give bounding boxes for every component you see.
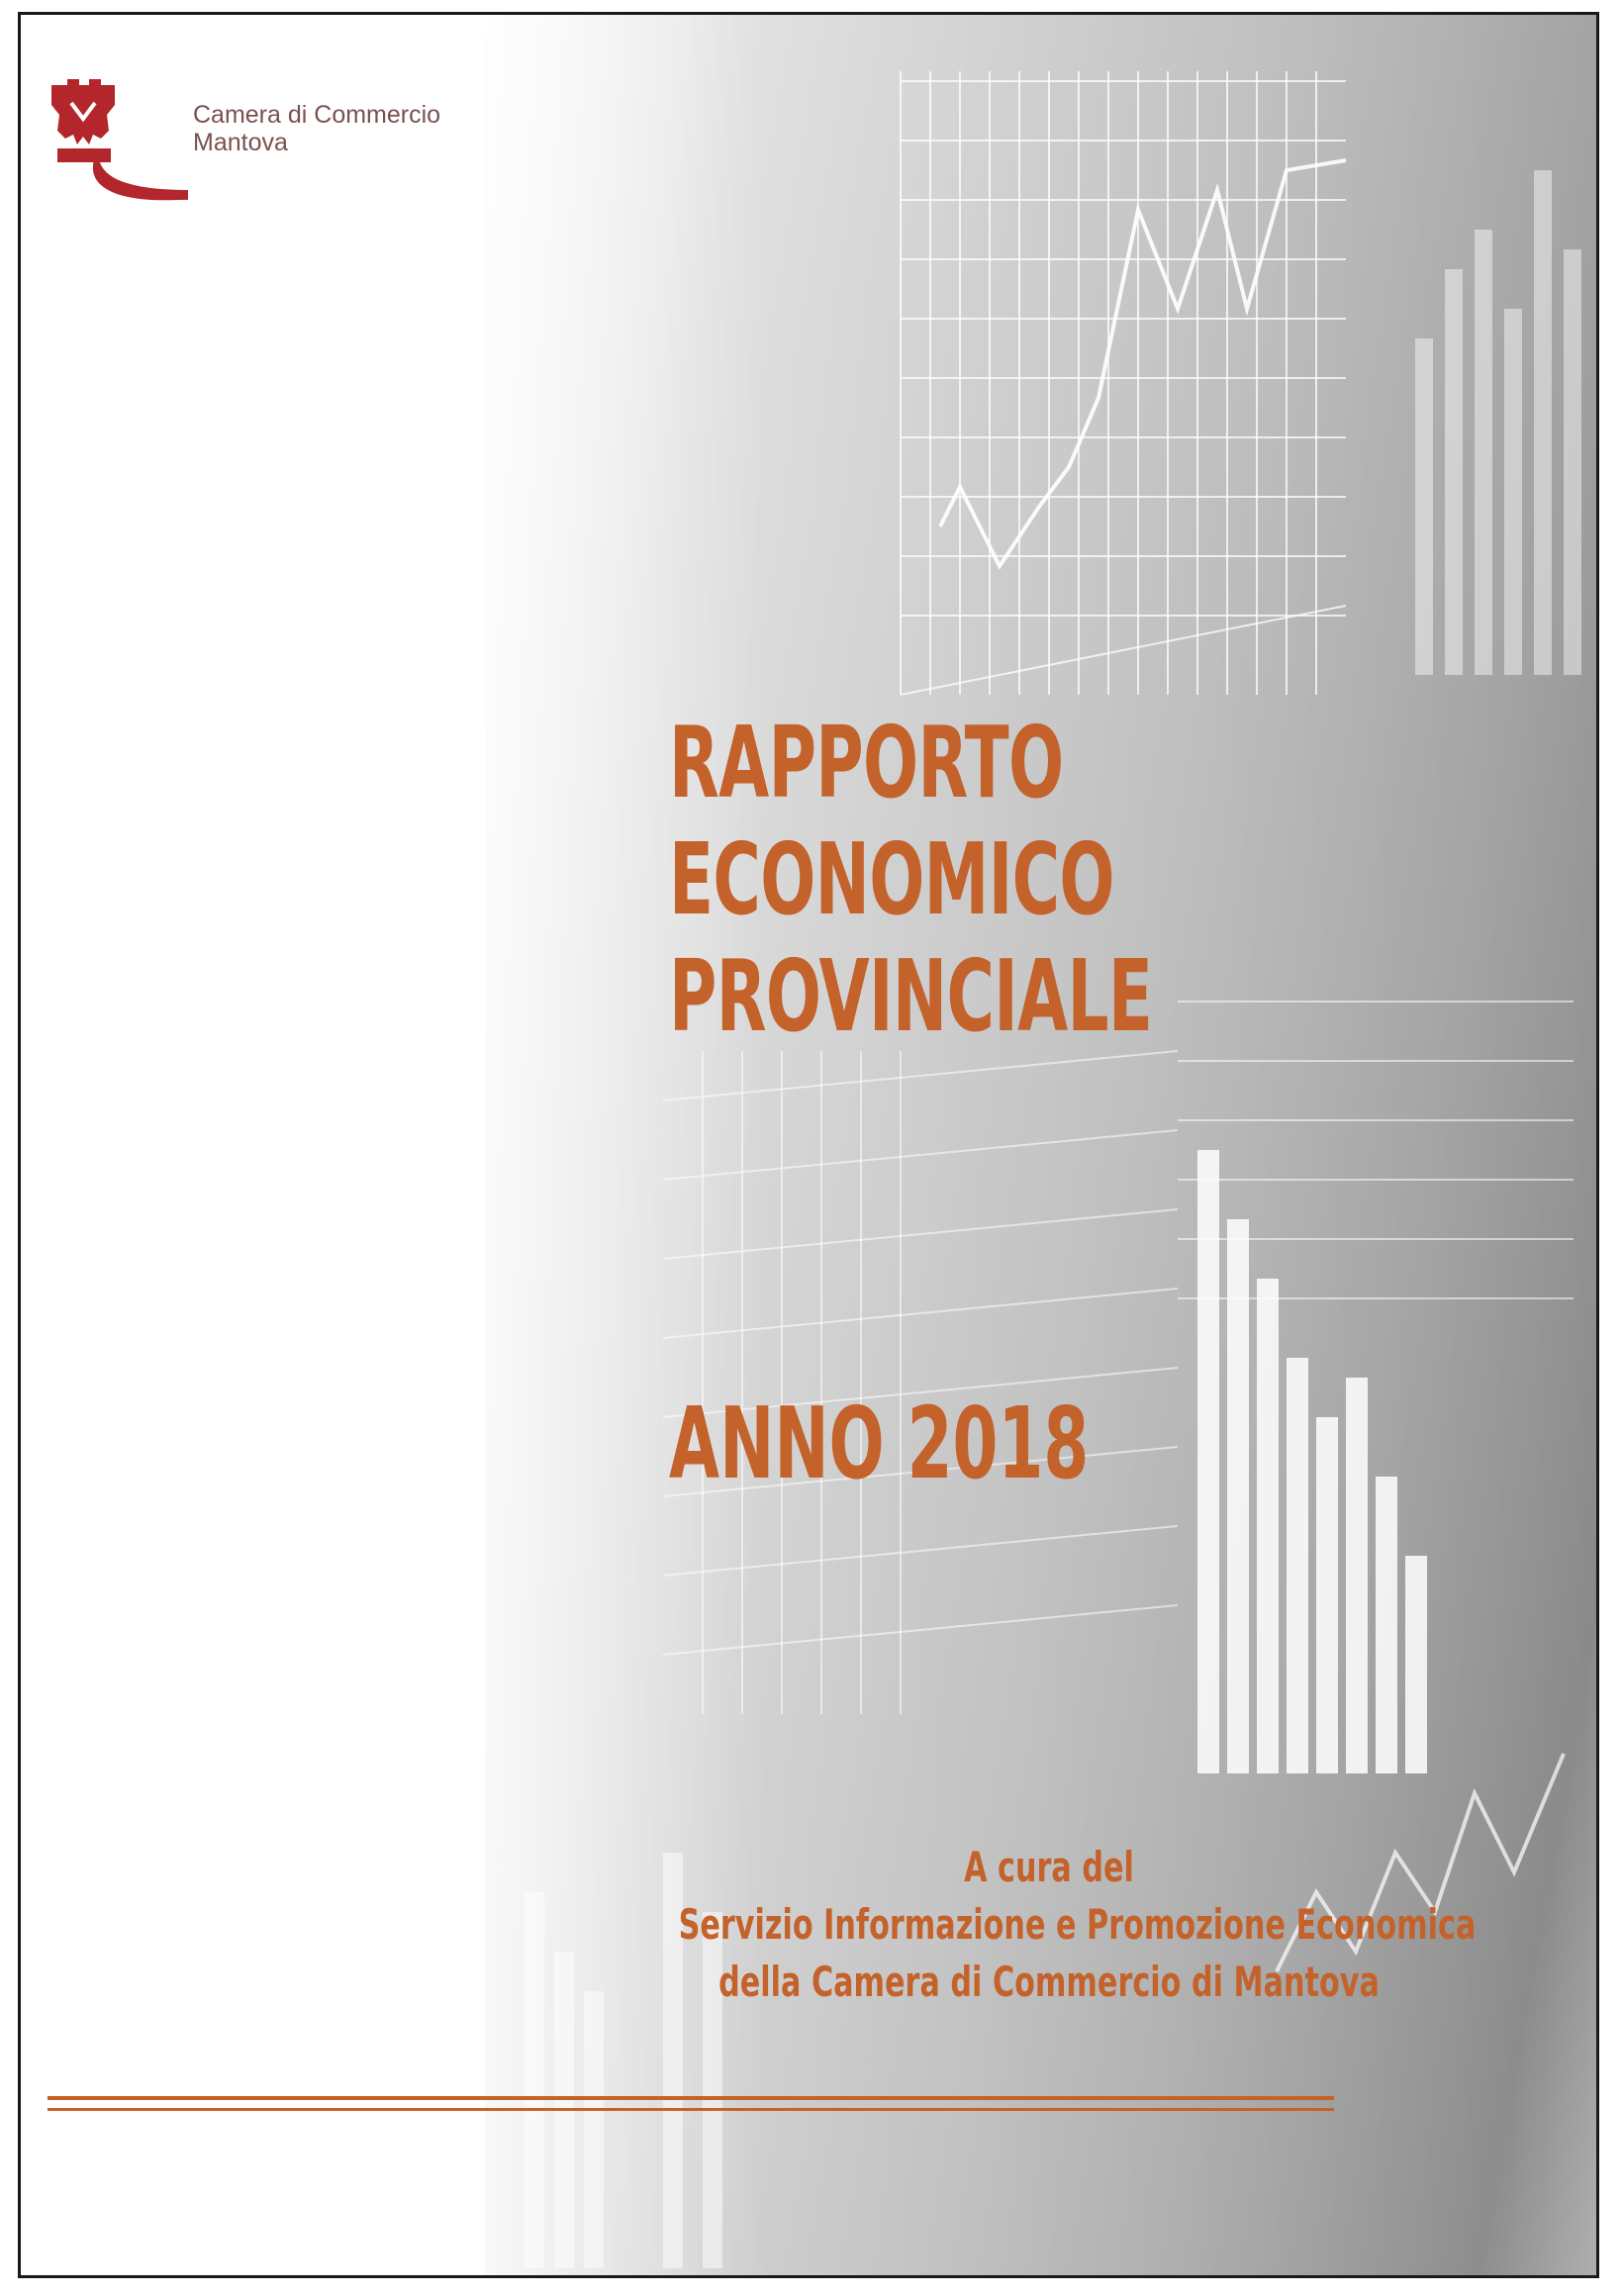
- credits-block: [534, 1839, 1564, 2011]
- credits-line-1: A cura del: [964, 1843, 1134, 1891]
- bottom-rule-top: [48, 2096, 1334, 2100]
- title-line-2: ECONOMICO: [669, 821, 1114, 937]
- chamber-logo: [49, 79, 465, 218]
- chamber-name-line2: Mantova: [193, 129, 288, 156]
- chamber-name: [193, 101, 440, 156]
- credits-line-3: della Camera di Commercio di Mantova: [718, 1958, 1380, 2006]
- title-line-1: RAPPORTO: [669, 705, 1064, 820]
- report-year: ANNO 2018: [669, 1386, 1090, 1501]
- mantova-coat-of-arms-icon: [49, 79, 188, 208]
- credits-line-2: Servizio Informazione e Promozione Economica: [678, 1900, 1477, 1949]
- chamber-name-line1: Camera di Commercio: [193, 101, 441, 129]
- title-line-3: PROVINCIALE: [669, 938, 1153, 1054]
- report-title: [669, 705, 1401, 1055]
- bottom-rule-bottom: [48, 2108, 1334, 2111]
